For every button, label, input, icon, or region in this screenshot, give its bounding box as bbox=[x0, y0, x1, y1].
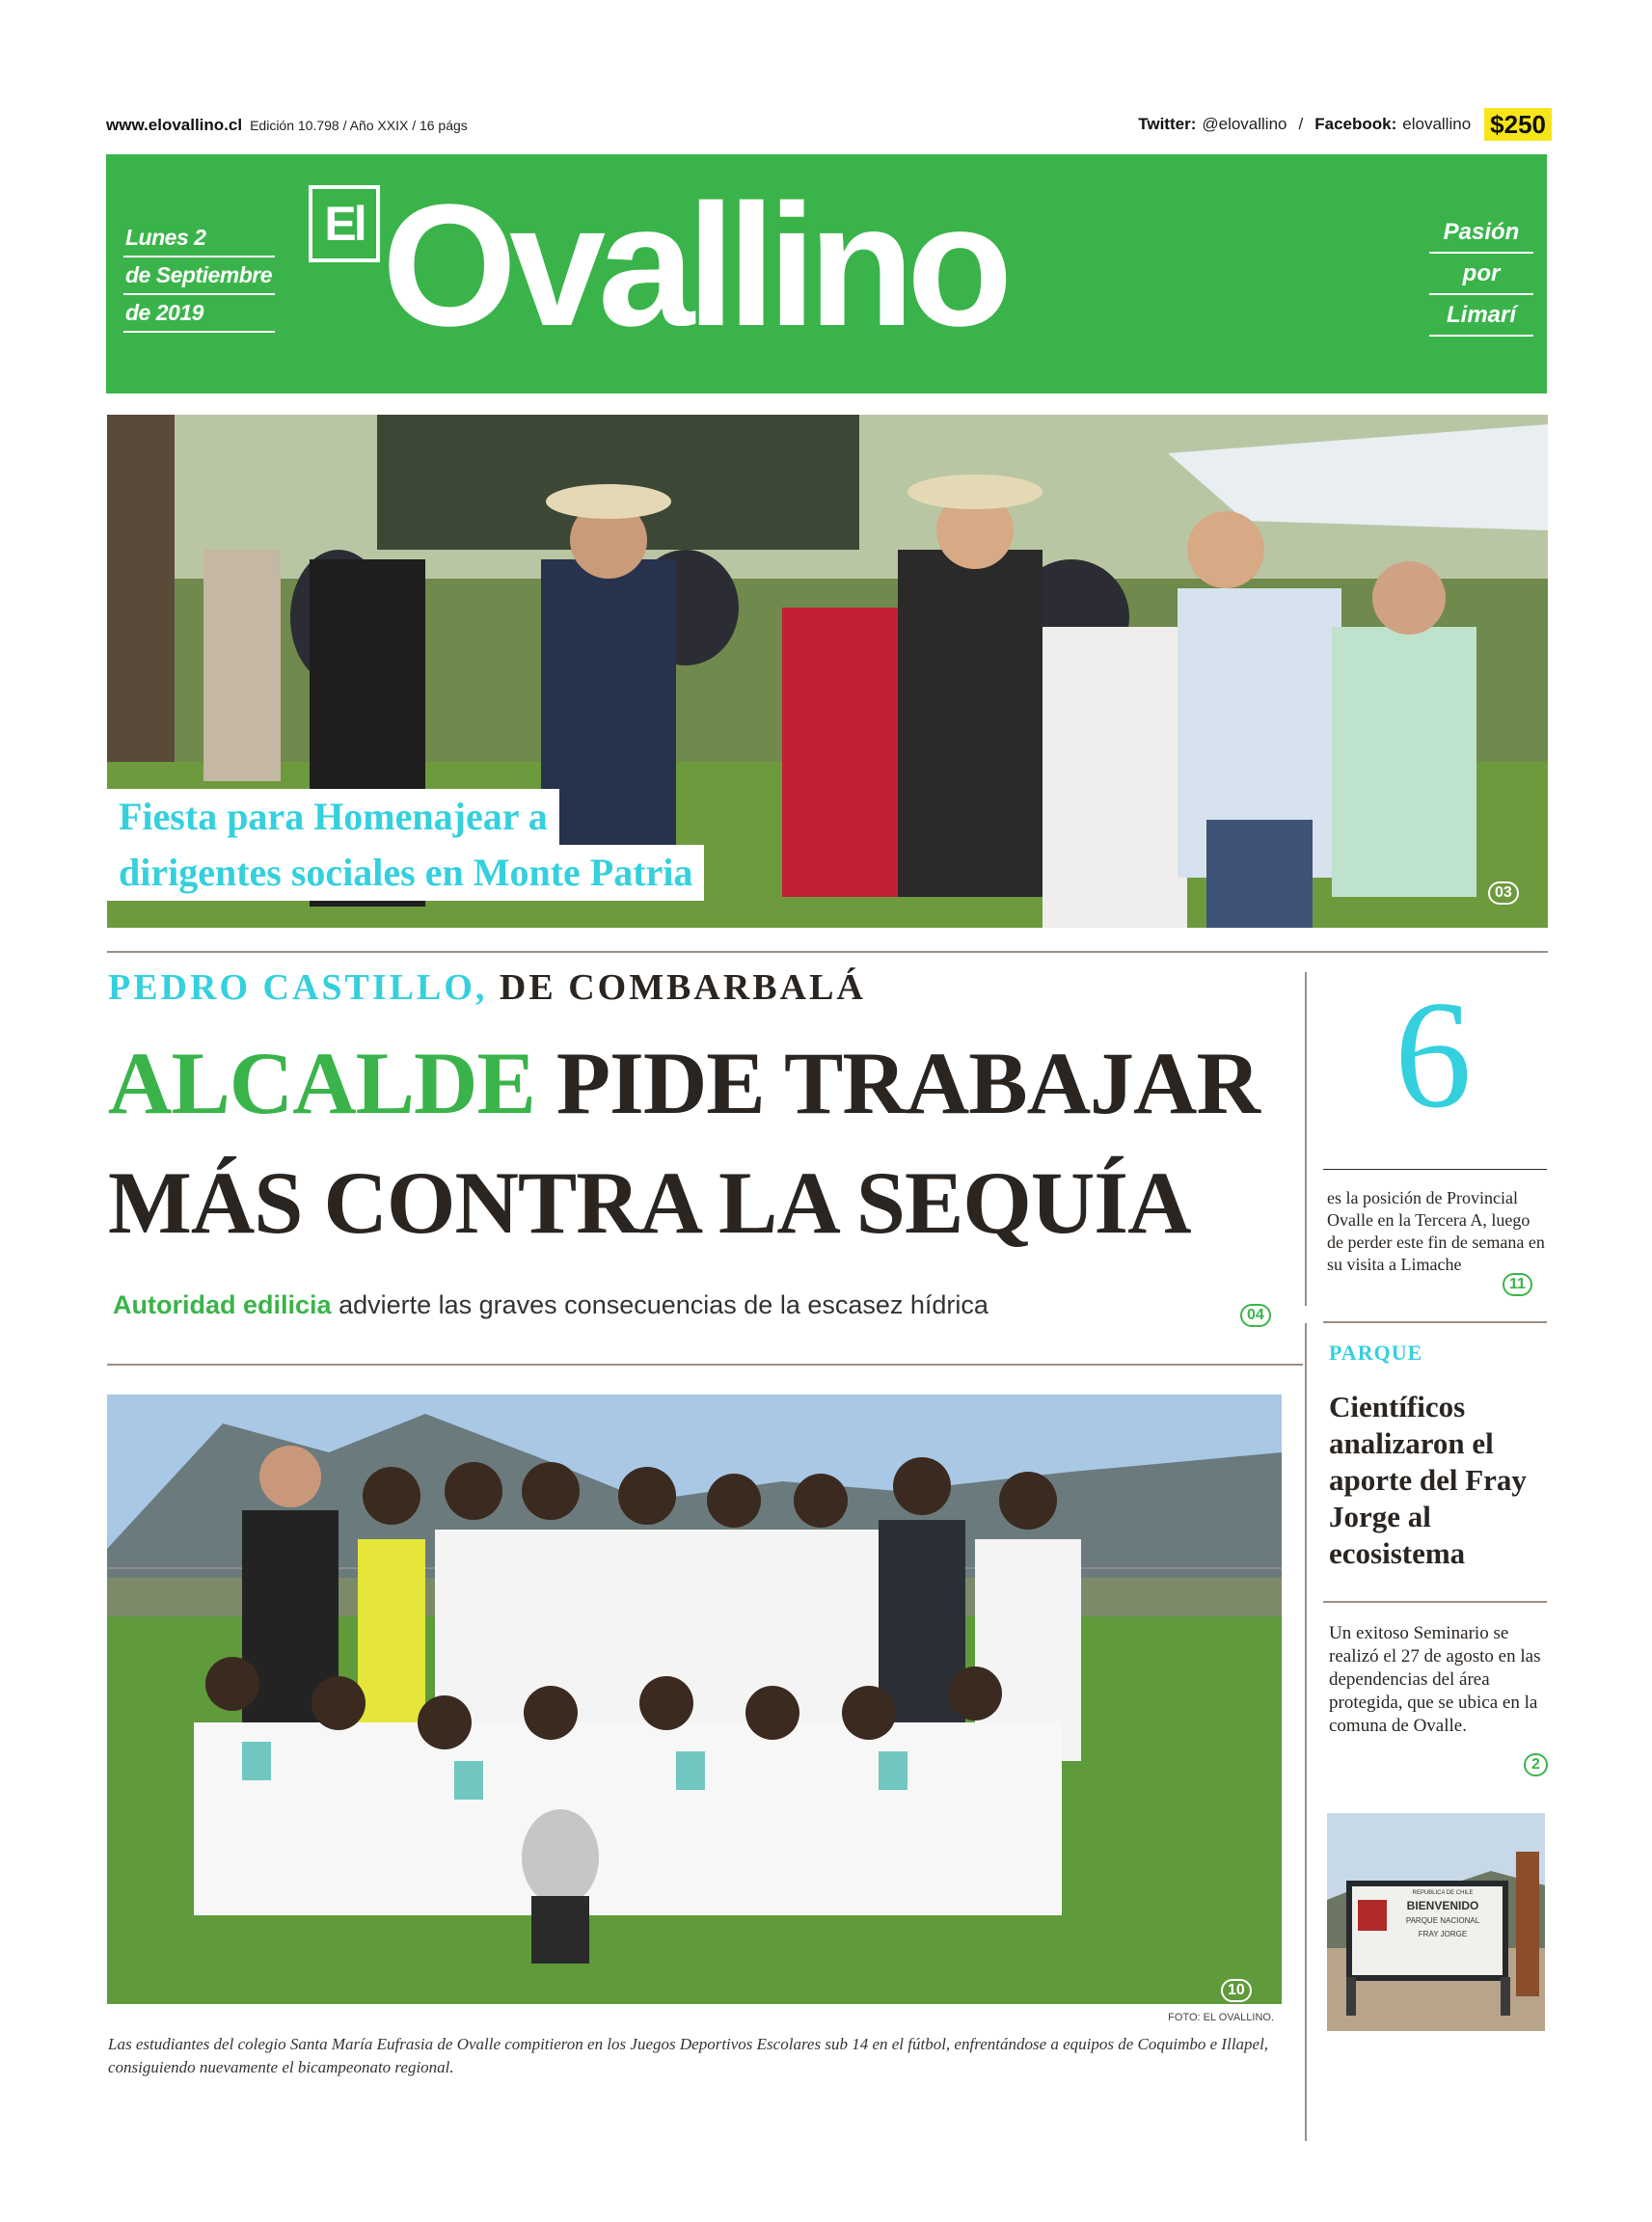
logo-wordmark[interactable]: Ovallino bbox=[382, 169, 1006, 363]
headline-text: PIDE TRABAJAR bbox=[555, 1034, 1259, 1132]
divider bbox=[1323, 1601, 1547, 1603]
date-line: de Septiembre bbox=[123, 257, 275, 295]
main-kicker bbox=[108, 966, 866, 1009]
headline-line: dirigentes sociales en Monte Patria bbox=[119, 851, 693, 894]
headline-accent: ALCALDE bbox=[108, 1034, 535, 1132]
subhead-bold: Autoridad edilicia bbox=[113, 1290, 332, 1319]
page-badge[interactable]: 10 bbox=[1221, 1979, 1252, 2002]
sign-text: REPUBLICA DE CHILE bbox=[1412, 1890, 1474, 1896]
divider bbox=[107, 1364, 1303, 1366]
separator: / bbox=[1298, 115, 1304, 133]
divider bbox=[1323, 1321, 1547, 1323]
headline-text: MÁS CONTRA LA SEQUÍA bbox=[108, 1153, 1191, 1252]
headline-line: Fiesta para Homenajear a bbox=[119, 795, 548, 838]
sidebar-rule bbox=[1305, 972, 1307, 1306]
stat-text: es la posición de Provincial Ovalle en la Tercera A, luego de perder este fin de semana en su visita a Limache bbox=[1327, 1188, 1545, 1274]
kicker-place: DE COMBARBALÁ bbox=[499, 967, 866, 1008]
main-subhead bbox=[113, 1290, 988, 1320]
page-badge[interactable]: 2 bbox=[1524, 1753, 1548, 1776]
facebook-handle[interactable]: elovallino bbox=[1402, 115, 1472, 133]
sign-text: PARQUE NACIONAL bbox=[1405, 1916, 1480, 1925]
social-bar bbox=[1138, 108, 1552, 141]
subhead-text: advierte las graves consecuencias de la escasez hídrica bbox=[339, 1290, 988, 1319]
sidebar-rule bbox=[1305, 1323, 1307, 2141]
sports-photo[interactable] bbox=[107, 1395, 1282, 2004]
motto-line: Pasión bbox=[1429, 212, 1533, 254]
kicker-name: PEDRO CASTILLO, bbox=[108, 967, 488, 1008]
sidebar-headline[interactable]: Científicos analizaron el aporte del Fray Jorge al ecosistema bbox=[1329, 1390, 1527, 1570]
top-story-headline-2[interactable] bbox=[107, 845, 704, 901]
section-label: PARQUE bbox=[1329, 1341, 1423, 1365]
motto-line: por bbox=[1429, 254, 1533, 295]
facebook-label: Facebook: bbox=[1314, 115, 1397, 133]
sidebar-text: Un exitoso Seminario se realizó el 27 de agosto en las dependencias del área protegida, que se ubica en la comuna de Ovalle. bbox=[1329, 1623, 1541, 1736]
motto-line: Limarí bbox=[1429, 295, 1533, 337]
main-headline[interactable] bbox=[108, 1030, 1304, 1256]
masthead-date bbox=[123, 220, 275, 333]
website-link[interactable]: www.elovallino.cl bbox=[106, 116, 243, 134]
page-badge[interactable]: 11 bbox=[1503, 1273, 1532, 1296]
photo-caption: Las estudiantes del colegio Santa María Eufrasia de Ovalle compitieron en los Juegos Deportivos Escolares sub 14 en el fútbol, enfrentándose a equipos de Coquimbo e Illapel, consiguiendo nuevamente el bicampeonato regional. bbox=[108, 2035, 1269, 2076]
logo-prefix: El bbox=[309, 185, 380, 262]
stat-number: 6 bbox=[1395, 968, 1472, 1140]
sign-text: BIENVENIDO bbox=[1406, 1899, 1479, 1912]
page-badge[interactable]: 04 bbox=[1240, 1304, 1271, 1327]
photo-credit: FOTO: EL OVALLINO. bbox=[1168, 2012, 1274, 2023]
sidebar-photo[interactable] bbox=[1327, 1813, 1545, 2031]
date-line: Lunes 2 bbox=[123, 220, 275, 257]
top-story-headline[interactable] bbox=[107, 789, 559, 845]
masthead-motto bbox=[1429, 212, 1533, 337]
twitter-handle[interactable]: @elovallino bbox=[1202, 115, 1287, 133]
page-badge[interactable]: 03 bbox=[1488, 881, 1519, 905]
twitter-label: Twitter: bbox=[1138, 115, 1197, 133]
date-line: de 2019 bbox=[123, 295, 275, 333]
edition-line bbox=[106, 116, 468, 135]
price-tag: $250 bbox=[1484, 108, 1552, 141]
divider bbox=[107, 951, 1548, 953]
sign-text: FRAY JORGE bbox=[1418, 1930, 1468, 1938]
edition-info: Edición 10.798 / Año XXIX / 16 págs bbox=[250, 118, 468, 133]
divider bbox=[1323, 1169, 1547, 1170]
